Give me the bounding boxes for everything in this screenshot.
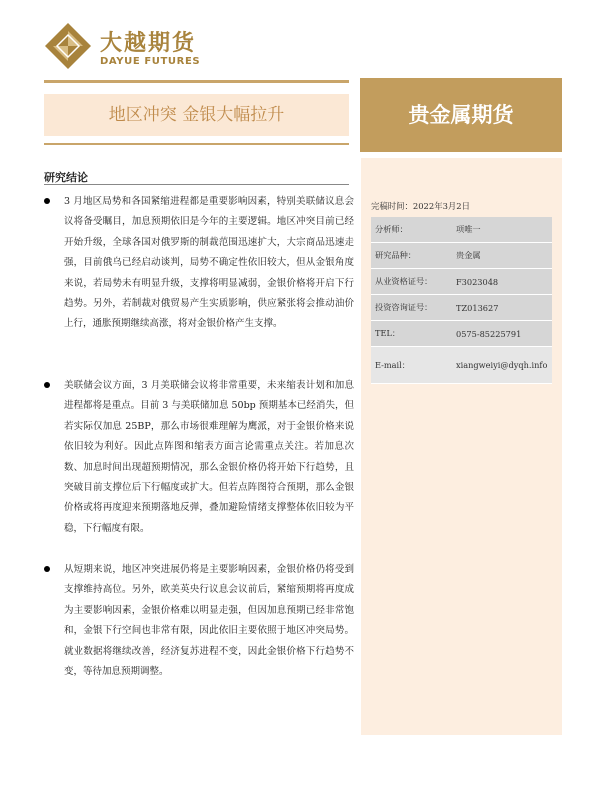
info-value: 项唯一 (452, 217, 552, 243)
bullet-icon (44, 198, 50, 204)
bullet-text: 3 月地区局势和各国紧缩进程都是重要影响因素，特别美联储议息会议将备受瞩目，加息预期依旧是今年的主要逻辑。地区冲突目前已经开始升级，全球各国对俄罗斯的制裁范围迅速扩大，大宗商品迅速走强，目前俄乌已经启动谈判，局势不确定性依旧较大，但从金银角度来说，若局势未有明显升级，支撑将明显减弱，金银价格将开启下行趋势。另外，若制裁对俄贸易产生实质影响，供应紧张将会推动油价上行，通胀预期继续高涨，将对金银价格产生支撑。 (64, 196, 354, 330)
header-rule-top (44, 80, 349, 83)
logo-name-en: DAYUE FUTURES (100, 56, 201, 67)
section-heading: 研究结论 (44, 171, 88, 184)
info-value: 贵金属 (452, 243, 552, 269)
bullet-icon (44, 382, 50, 388)
report-category: 贵金属期货 (360, 78, 562, 152)
header-rule-bottom (44, 143, 349, 145)
info-row (371, 295, 552, 321)
list-item (44, 560, 356, 682)
info-value: TZ013627 (452, 295, 552, 321)
info-row (371, 347, 552, 384)
info-label: 从业资格证号： (371, 269, 452, 295)
list-item (44, 376, 356, 539)
analyst-info-table (371, 217, 552, 384)
info-row (371, 243, 552, 269)
logo-name-cn: 大越期货 (100, 31, 197, 56)
info-label: 分析师： (371, 217, 452, 243)
list-item (44, 192, 356, 335)
section-divider (44, 184, 349, 185)
company-logo (44, 22, 214, 74)
info-label: 投资咨询证号： (371, 295, 452, 321)
info-value: F3023048 (452, 269, 552, 295)
info-value: 0575-85225791 (452, 321, 552, 347)
bullet-text: 从短期来说，地区冲突进展仍将是主要影响因素，金银价格仍将受到支撑维持高位。另外，欧美英央行议息会议前后，紧缩预期将再度成为主要影响因素，金银价格难以明显走强，但因加息预期已经非常饱和，金银下行空间也非常有限，因此依旧主要依照于地区冲突局势。就业数据将继续改善，经济复苏进程不变，因此金银价格下行趋势不变，等待加息预期调整。 (64, 564, 354, 678)
draft-time: 完稿时间：2022年3月2日 (371, 201, 470, 211)
bullet-text: 美联储会议方面，3 月美联储会议将非常重要，未来缩表计划和加息进程都将是重点。目前 3 与美联储加息 50bp 预期基本已经消失，但若实际仅加息 25BP，那么市场很难理解为鹰派，对于金银价格来说依旧较为利好。因此点阵图和缩表方面言论需重点关注。若加息次数、加息时间出现超预期情况，那么金银价格仍将开始下行趋势，且突破目前支撑位后下行幅度或扩大。但若点阵图符合预期，那么金银价格或将再度迎来预期落地反弹，叠加避险情绪支撑整体依旧较为平稳，下行幅度有限。 (64, 380, 354, 534)
diamond-logo-icon (44, 22, 92, 70)
info-row (371, 269, 552, 295)
info-label: E-mail： (371, 347, 452, 384)
info-label: TEL： (371, 321, 452, 347)
info-label: 研究品种： (371, 243, 452, 269)
bullet-icon (44, 566, 50, 572)
info-value[interactable]: xiangweiyi@dyqh.info (452, 347, 552, 384)
info-row (371, 321, 552, 347)
report-title: 地区冲突 金银大幅拉升 (44, 94, 349, 136)
info-row (371, 217, 552, 243)
